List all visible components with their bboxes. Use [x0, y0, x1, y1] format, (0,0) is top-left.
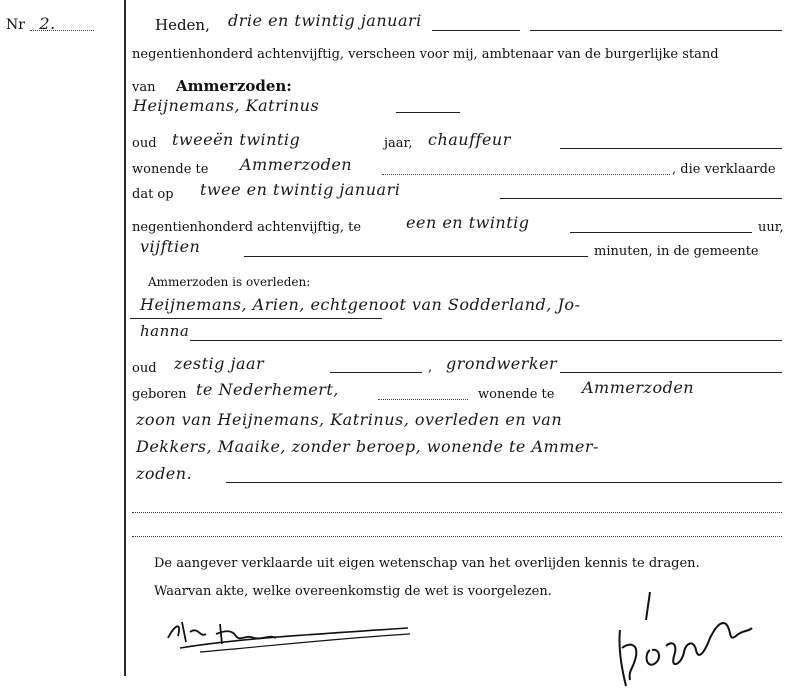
deceased-name-line: Heijnemans, Arien, echtgenoot van Sodderland, Jo- — [140, 295, 581, 314]
fill-line — [226, 482, 782, 483]
fill-line — [530, 30, 782, 31]
deceased-occupation: grondwerker — [446, 354, 558, 373]
fill-line — [432, 30, 520, 31]
death-date: twee en twintig januari — [200, 180, 401, 199]
fill-line — [244, 256, 588, 257]
overleden-label: Ammerzoden is overleden: — [148, 275, 311, 289]
death-hour: een en twintig — [406, 213, 530, 232]
fill-line — [382, 174, 670, 175]
blank-line — [132, 512, 782, 513]
fill-line — [396, 112, 460, 113]
municipality-name: Ammerzoden: — [176, 77, 292, 95]
heden-label: Heden, — [155, 16, 210, 34]
fill-line — [330, 372, 422, 373]
closing-statement-1: De aangever verklaarde uit eigen wetenschap van het overlijden kennis te dragen. — [154, 556, 700, 571]
year-statement: negentienhonderd achtenvijftig, verscheen voor mij, ambtenaar van de burgerlijke stand — [132, 47, 719, 62]
deceased-age: zestig jaar — [174, 354, 265, 373]
informant-signature — [160, 608, 420, 658]
uur-label: uur, — [758, 220, 784, 235]
fill-line — [560, 148, 782, 149]
fill-line — [190, 340, 782, 341]
informant-occupation: chauffeur — [428, 130, 511, 149]
die-verklaarde-label: , die verklaarde — [672, 162, 776, 177]
minuten-label: minuten, in de gemeente — [594, 244, 759, 259]
fill-line — [560, 372, 782, 373]
informant-residence: Ammerzoden — [240, 155, 353, 174]
closing-statement-2: Waarvan akte, welke overeenkomstig de wet is voorgelezen. — [154, 584, 552, 599]
record-number-dots — [30, 30, 94, 31]
birthplace: te Nederhemert, — [196, 380, 339, 399]
year-te-statement: negentienhonderd achtenvijftig, te — [132, 220, 362, 235]
parents-line-2: Dekkers, Maaike, zonder beroep, wonende te Ammer- — [136, 437, 599, 456]
registrar-signature — [600, 590, 780, 690]
margin-rule — [124, 0, 126, 676]
death-minutes: vijftien — [140, 237, 201, 256]
deceased-name-continued: hanna — [140, 322, 190, 340]
record-number-value: 2. — [39, 14, 56, 33]
oud-label: oud — [132, 136, 157, 151]
wonende-te-label: wonende te — [132, 162, 209, 177]
fill-line — [500, 198, 782, 199]
parents-line-3: zoden. — [136, 464, 193, 483]
name-underline — [130, 318, 382, 319]
fill-line — [378, 399, 468, 400]
registration-date: drie en twintig januari — [228, 11, 422, 30]
oud-label-deceased: oud — [132, 361, 157, 376]
wonende-te-label-deceased: wonende te — [478, 387, 555, 402]
dat-op-label: dat op — [132, 187, 174, 202]
informant-name: Heijnemans, Katrinus — [133, 96, 320, 115]
nr-label: Nr — [6, 17, 25, 33]
parents-line-1: zoon van Heijnemans, Katrinus, overleden en van — [136, 410, 563, 429]
jaar-label: jaar, — [384, 136, 413, 151]
geboren-label: geboren — [132, 387, 187, 402]
blank-line — [132, 536, 782, 537]
fill-line — [570, 232, 752, 233]
deceased-residence: Ammerzoden — [582, 378, 695, 397]
informant-age: tweeën twintig — [172, 130, 301, 149]
comma: , — [428, 360, 433, 375]
van-label: van — [132, 80, 156, 95]
